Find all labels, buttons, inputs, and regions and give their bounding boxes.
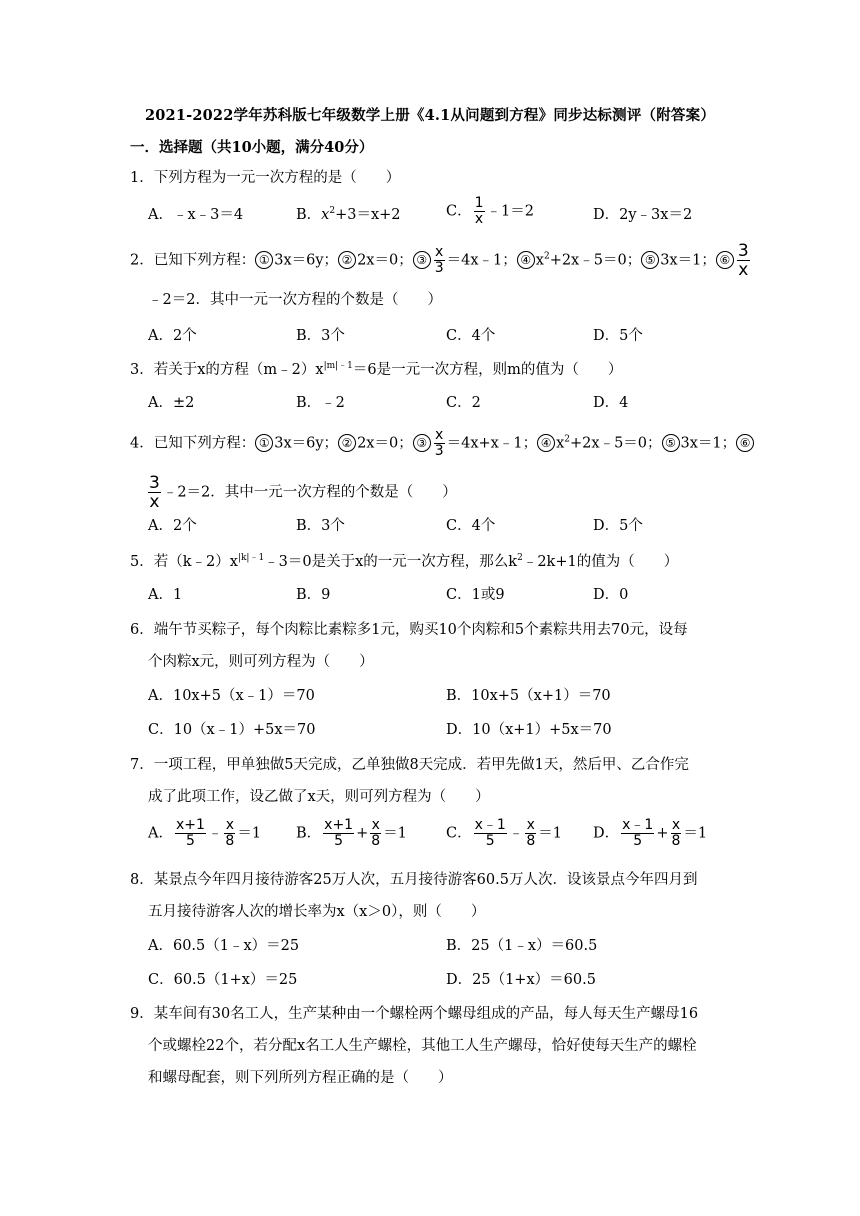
question-1-option-b: B．$x^2+3=x+2$ xyxy=(296,206,401,223)
fraction: $\frac{1}{x}$ xyxy=(474,195,484,227)
question-5-option-c: C．1或9 xyxy=(446,587,505,603)
question-5-stem: 5．若$(k﹣2)x^{|k|﹣1}﹣3=0$是关于x的一元一次方程，那么$k^2﹣2k+1$的值为（ ） xyxy=(130,553,679,570)
question-9-stem: 9．某车间有30名工人，生产某种由一个螺栓两个螺母组成的产品，每人每天生产螺母16 xyxy=(130,1006,699,1022)
question-6-option-d: D．10（x+1）+5x＝70 xyxy=(446,722,612,738)
section-heading: 一．选择题（共10小题，满分40分） xyxy=(130,139,374,156)
fraction: $\frac{x﹣1}{5}$ xyxy=(622,817,654,849)
question-6-option-a: A．10x+5（x﹣1）＝70 xyxy=(148,688,315,704)
question-9-stem-continued-2: 和螺母配套，则下列所列方程正确的是（ ） xyxy=(148,1070,453,1086)
question-6-stem-continued: 个肉粽x元，则可列方程为（ ） xyxy=(148,654,374,670)
fraction: $\frac{x}{3}$ xyxy=(434,244,444,276)
question-2-stem: 2．已知下列方程： ① 3x＝6y； ② 2x＝0； ③ $\frac{x}{3}$ ＝4x﹣1； ④ $x^2+2x﹣5=0$； ⑤ 3x＝1； ⑥ $\frac{3}{x}$ xyxy=(130,241,749,280)
fraction: $\frac{x}{8}$ xyxy=(371,817,381,849)
question-4-stem-continued: $\frac{3}{x}$ ﹣2＝2．其中一元一次方程的个数是（ ） xyxy=(149,473,457,512)
question-2-option-d: D．5个 xyxy=(593,328,643,344)
question-4-option-a: A．2个 xyxy=(148,518,197,534)
question-1-stem: 1．下列方程为一元一次方程的是（ ） xyxy=(130,170,401,186)
question-3-option-c: C．2 xyxy=(446,395,481,411)
question-1-option-d: D．2y﹣3x＝2 xyxy=(593,207,693,223)
question-4-option-b: B．3个 xyxy=(296,518,345,534)
fraction: $\frac{x+1}{5}$ xyxy=(324,817,354,849)
question-3-option-b: B．﹣2 xyxy=(296,395,345,411)
question-7-option-d: D． $\frac{x﹣1}{5}$ + $\frac{x}{8}$ ＝1 xyxy=(593,817,708,849)
question-1-option-a: A．﹣x﹣3＝4 xyxy=(148,207,244,223)
fraction: $\frac{x}{8}$ xyxy=(225,817,235,849)
question-6-option-b: B．10x+5（x+1）＝70 xyxy=(446,688,611,704)
question-2-option-c: C．4个 xyxy=(446,328,496,344)
question-7-stem-continued: 成了此项工作，设乙做了x天，则可列方程为（ ） xyxy=(148,789,490,805)
question-8-option-c: C．60.5（1+x）＝25 xyxy=(148,972,298,988)
fraction: $\frac{3}{x}$ xyxy=(737,241,749,280)
question-7-option-c: C． $\frac{x﹣1}{5}$ ﹣ $\frac{x}{8}$ ＝1 xyxy=(446,817,562,849)
question-2-option-b: B．3个 xyxy=(296,328,345,344)
question-3-stem: 3．若关于x的方程$(m﹣2)x^{|m|﹣1}=6$是一元一次方程，则m的值为（ ） xyxy=(130,361,623,378)
question-7-option-a: A． $\frac{x+1}{5}$ ﹣ $\frac{x}{8}$ ＝1 xyxy=(148,817,262,849)
question-7-option-b: B． $\frac{x+1}{5}$ + $\frac{x}{8}$ ＝1 xyxy=(296,817,407,849)
question-7-stem: 7．一项工程，甲单独做5天完成，乙单独做8天完成．若甲先做1天，然后甲、乙合作完 xyxy=(130,757,689,773)
question-8-option-d: D．25（1+x）＝60.5 xyxy=(446,972,596,988)
fraction: $\frac{x}{8}$ xyxy=(526,817,536,849)
question-9-stem-continued: 个或螺栓22个，若分配x名工人生产螺栓，其他工人生产螺母，恰好使每天生产的螺栓 xyxy=(148,1038,697,1054)
fraction: $\frac{x﹣1}{5}$ xyxy=(474,817,506,849)
fraction: $\frac{x+1}{5}$ xyxy=(175,817,205,849)
question-2-option-a: A．2个 xyxy=(148,328,197,344)
question-6-option-c: C．10（x﹣1）+5x＝70 xyxy=(148,722,316,738)
question-8-stem-continued: 五月接待游客人次的增长率为x（x＞0），则（ ） xyxy=(148,904,486,920)
document-title: 2021-2022学年苏科版七年级数学上册《4.1从问题到方程》同步达标测评（附答案） xyxy=(144,107,716,124)
fraction: $\frac{3}{x}$ xyxy=(149,473,160,512)
question-5-option-b: B．9 xyxy=(296,587,331,603)
question-4-option-d: D．5个 xyxy=(593,518,643,534)
question-1-option-c: C． $\frac{1}{x}$ ﹣1＝2 xyxy=(446,195,534,227)
question-5-option-d: D．0 xyxy=(593,587,629,603)
question-4-stem: 4．已知下列方程： ① 3x＝6y； ② 2x＝0； ③ $\frac{x}{3}$ ＝4x+x﹣1； ④ $x^2+2x﹣5=0$； ⑤ 3x＝1； ⑥ xyxy=(130,428,755,459)
fraction: $\frac{x}{3}$ xyxy=(434,427,444,459)
question-8-stem: 8．某景点今年四月接待游客25万人次，五月接待游客60.5万人次．设该景点今年四月到 xyxy=(130,872,698,888)
fraction: $\frac{x}{8}$ xyxy=(671,817,681,849)
question-3-option-a: A．±2 xyxy=(148,395,195,411)
question-5-option-a: A．1 xyxy=(148,587,183,603)
question-8-option-b: B．25（1﹣x）＝60.5 xyxy=(446,938,598,954)
question-6-stem: 6．端午节买粽子，每个肉粽比素粽多1元，购买10个肉粽和5个素粽共用去70元，设每 xyxy=(130,622,688,638)
question-4-option-c: C．4个 xyxy=(446,518,496,534)
question-8-option-a: A．60.5（1﹣x）＝25 xyxy=(148,938,300,954)
question-3-option-d: D．4 xyxy=(593,395,629,411)
question-2-stem-continued: ﹣2＝2．其中一元一次方程的个数是（ ） xyxy=(148,292,442,308)
